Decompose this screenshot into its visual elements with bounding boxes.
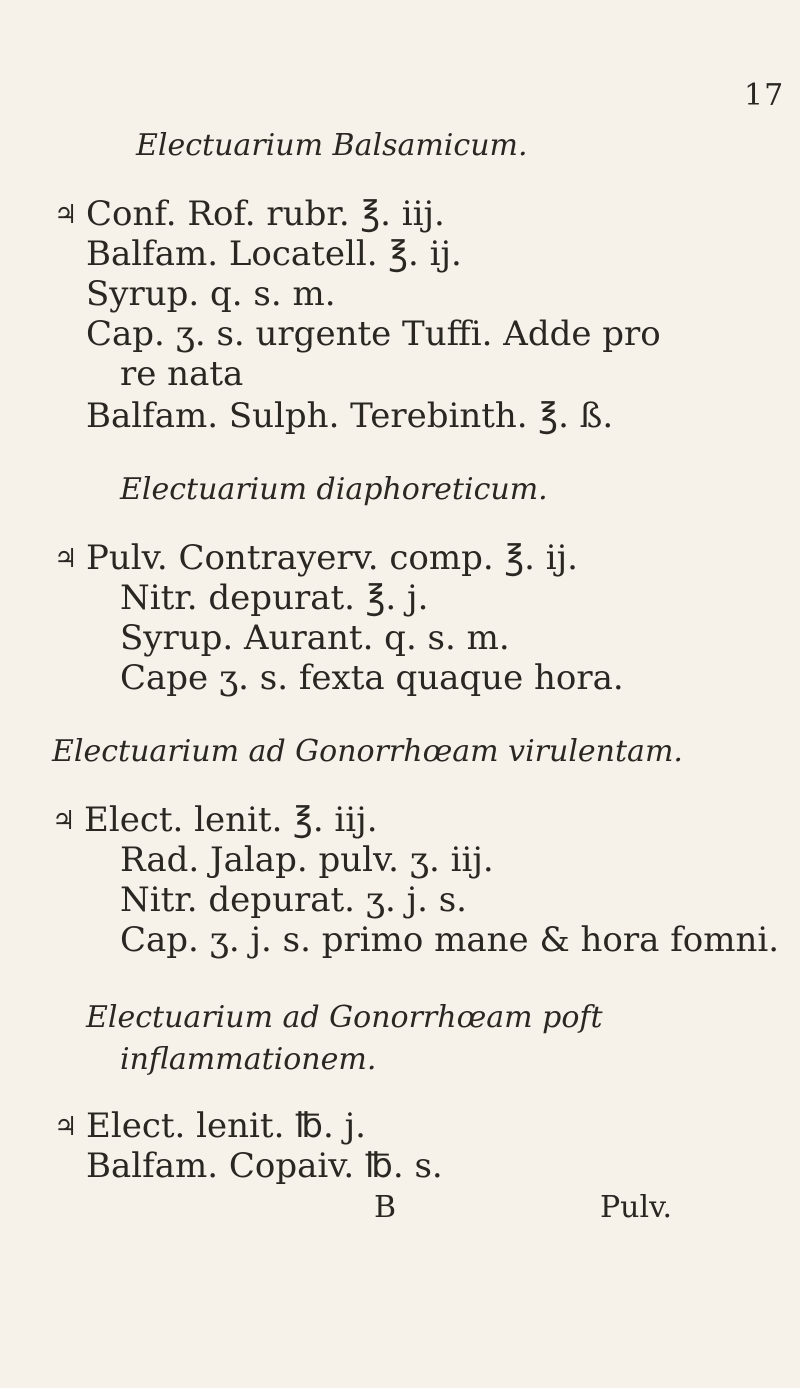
recipe-line: Rad. Jalap. pulv. ʒ. iij. xyxy=(120,840,494,880)
recipe-line: Balfam. Locatell. ℥. ij. xyxy=(86,234,462,274)
recipe-symbol: ♃ xyxy=(54,200,78,230)
recipe-line: Syrup. q. s. m. xyxy=(86,274,336,314)
recipe-symbol: ♃ xyxy=(52,806,76,836)
recipe-line: Syrup. Aurant. q. s. m. xyxy=(120,618,510,658)
signature-mark: B xyxy=(374,1190,397,1225)
section-title: Electuarium ad Gonorrhœam poft xyxy=(86,1000,603,1035)
recipe-line: Cap. ʒ. j. s. primo mane & hora fomni. xyxy=(120,920,780,960)
recipe-line: Balfam. Copaiv. ℔. s. xyxy=(86,1146,443,1186)
recipe-symbol: ♃ xyxy=(54,544,78,574)
recipe-line: Elect. lenit. ℥. iij. xyxy=(84,800,378,840)
recipe-symbol: ♃ xyxy=(54,1112,78,1142)
section-title: Electuarium Balsamicum. xyxy=(136,128,528,163)
page-number: 17 xyxy=(744,78,785,113)
section-title: Electuarium ad Gonorrhœam virulentam. xyxy=(52,734,683,769)
recipe-line: Elect. lenit. ℔. j. xyxy=(86,1106,366,1146)
recipe-line: Balfam. Sulph. Terebinth. ℥. ß. xyxy=(86,396,614,436)
section-title-continued: inflammationem. xyxy=(120,1042,377,1077)
recipe-line: Cape ʒ. s. fexta quaque hora. xyxy=(120,658,624,698)
recipe-line: Pulv. Contrayerv. comp. ℥. ij. xyxy=(86,538,578,578)
section-title: Electuarium diaphoreticum. xyxy=(120,472,548,507)
recipe-line: Nitr. depurat. ʒ. j. s. xyxy=(120,880,467,920)
catchword: Pulv. xyxy=(600,1190,673,1225)
recipe-line: Nitr. depurat. ℥. j. xyxy=(120,578,429,618)
recipe-line: Conf. Rof. rubr. ℥. iij. xyxy=(86,194,445,234)
recipe-line: Cap. ʒ. s. urgente Tuffi. Adde pro xyxy=(86,314,661,354)
recipe-line: re nata xyxy=(120,354,244,394)
